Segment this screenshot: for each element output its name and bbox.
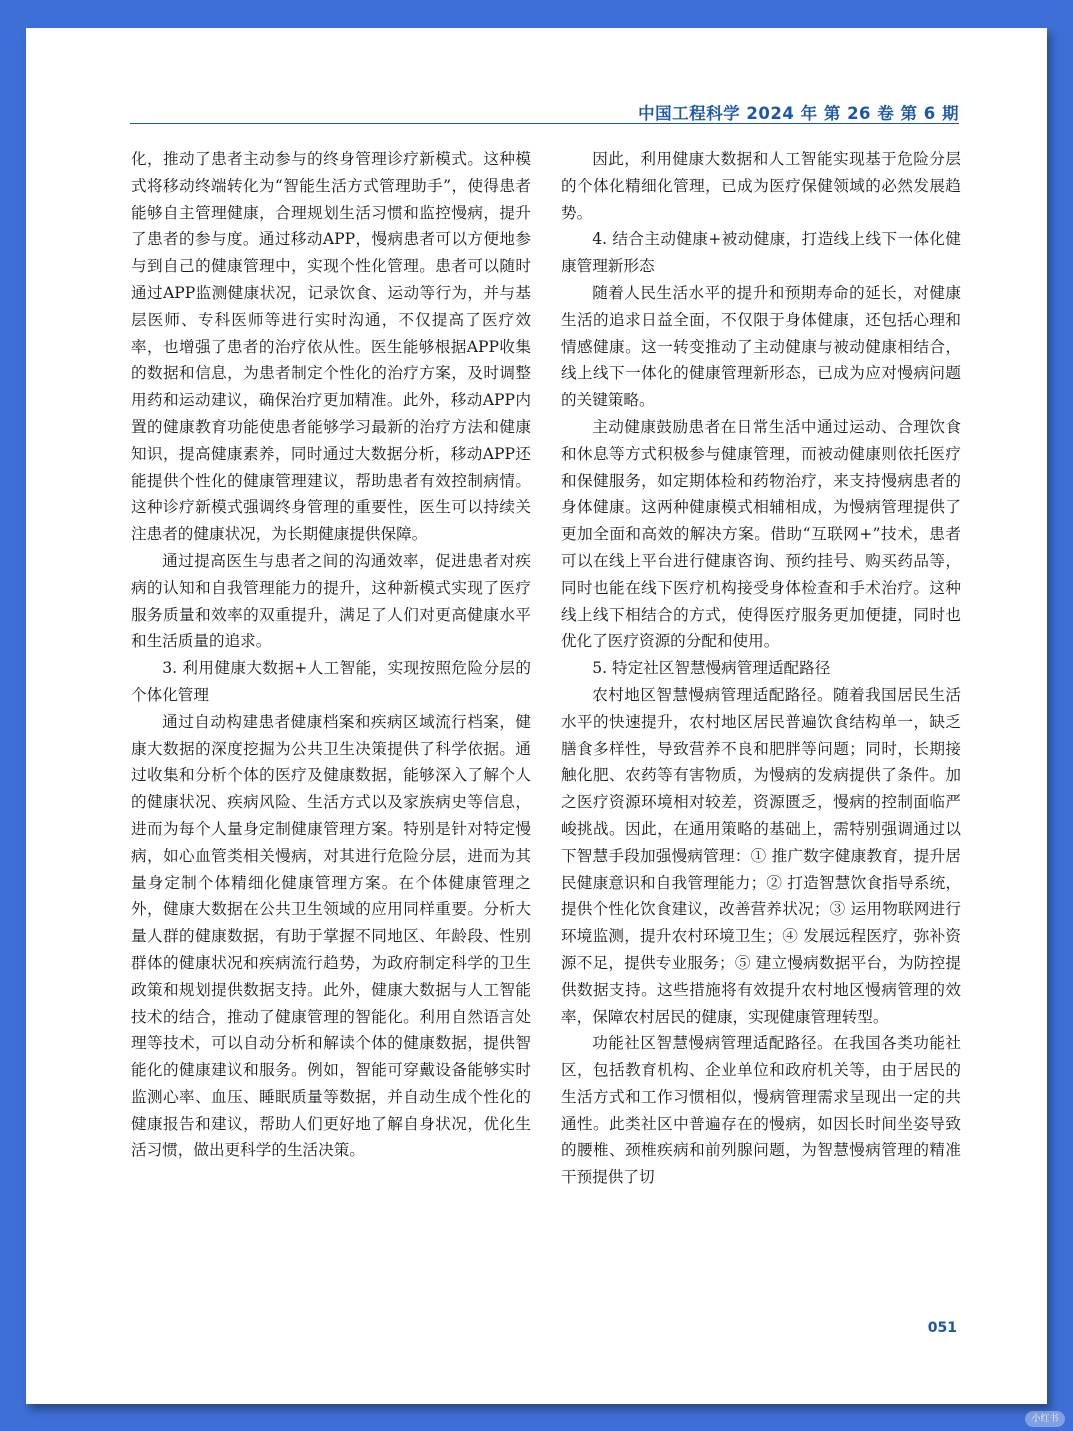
- paragraph: 因此，利用健康大数据和人工智能实现基于危险分层的个体化精细化管理，已成为医疗保健领域的必然发展趋势。: [561, 150, 961, 222]
- paragraph: 随着人民生活水平的提升和预期寿命的延长，对健康生活的追求日益全面，不仅限于身体健康，还包括心理和情感健康。这一转变推动了主动健康与被动健康相结合，线上线下一体化的健康管理新形态，已成为应对慢病问题的关键策略。: [561, 283, 961, 410]
- header-rule: [130, 123, 959, 124]
- section-heading: 4. 结合主动健康+被动健康，打造线上线下一体化健康管理新形态: [561, 230, 961, 276]
- running-head: 中国工程科学 2024 年 第 26 卷 第 6 期: [638, 104, 959, 123]
- watermark-logo: 小红书: [1025, 1411, 1065, 1427]
- paragraph: 通过提高医生与患者之间的沟通效率，促进患者对疾病的认知和自我管理能力的提升，这种新模式实现了医疗服务质量和效率的双重提升，满足了人们对更高健康水平和生活质量的追求。: [131, 551, 531, 651]
- right-column: [561, 146, 961, 1191]
- left-column: [131, 146, 531, 1164]
- section-heading: 3. 利用健康大数据+人工智能，实现按照危险分层的个体化管理: [131, 659, 531, 704]
- section-heading: 5. 特定社区智慧慢病管理适配路径: [592, 659, 831, 678]
- paragraph: 功能社区智慧慢病管理适配路径。在我国各类功能社区，包括教育机构、企业单位和政府机关等，由于居民的生活方式和工作习惯相似，慢病管理需求呈现出一定的共通性。此类社区中普遍存在的慢病，如因长时间坐姿导致的腰椎、颈椎疾病和前列腺问题，为智慧慢病管理的精准干预提供了切: [561, 1034, 961, 1187]
- paragraph: 农村地区智慧慢病管理适配路径。随着我国居民生活水平的快速提升，农村地区居民普遍饮食结构单一，缺乏膳食多样性，导致营养不良和肥胖等问题；同时，长期接触化肥、农药等有害物质，为慢病的发病提供了条件。加之医疗资源环境相对较差，资源匮乏，慢病的控制面临严峻挑战。因此，在通用策略的基础上，需特别强调通过以下智慧手段加强慢病管理：① 推广数字健康教育，提升居民健康意识和自我管理能力；② 打造智慧饮食指导系统，提供个性化饮食建议，改善营养状况；③ 运用物联网进行环境监测，提升农村环境卫生；④ 发展远程医疗，弥补资源不足，提供专业服务；⑤ 建立慢病数据平台，为防控提供数据支持。这些措施将有效提升农村地区慢病管理的效率，保障农村居民的健康，实现健康管理转型。: [561, 685, 961, 1026]
- journal-page: [26, 28, 1047, 1404]
- paragraph: 化，推动了患者主动参与的终身管理诊疗新模式。这种模式将移动终端转化为“智能生活方式管理助手”，使得患者能够自主管理健康，合理规划生活习惯和监控慢病，提升了患者的参与度。通过移动APP，慢病患者可以方便地参与到自己的健康管理中，实现个性化管理。患者可以随时通过APP监测健康状况，记录饮食、运动等行为，并与基层医师、专科医师等进行实时沟通，不仅提高了医疗效率，也增强了患者的治疗依从性。医生能够根据APP收集的数据和信息，为患者制定个性化的治疗方案，及时调整用药和运动建议，确保治疗更加精准。此外，移动APP内置的健康教育功能使患者能够学习最新的治疗方法和健康知识，提高健康素养，同时通过大数据分析，移动APP还能提供个性化的健康管理建议，帮助患者有效控制病情。这种诊疗新模式强调终身管理的重要性，医生可以持续关注患者的健康状况，为长期健康提供保障。: [131, 150, 531, 544]
- paragraph: 通过自动构建患者健康档案和疾病区域流行档案，健康大数据的深度挖掘为公共卫生决策提供了科学依据。通过收集和分析个体的医疗及健康数据，能够深入了解个人的健康状况、疾病风险、生活方式以及家族病史等信息，进而为每个人量身定制健康管理方案。特别是针对特定慢病，如心血管类相关慢病，对其进行危险分层，进而为其量身定制个体精细化健康管理方案。在个体健康管理之外，健康大数据在公共卫生领域的应用同样重要。分析大量人群的健康数据，有助于掌握不同地区、年龄段、性别群体的健康状况和疾病流行趋势，为政府制定科学的卫生政策和规划提供数据支持。此外，健康大数据与人工智能技术的结合，推动了健康管理的智能化。利用自然语言处理等技术，可以自动分析和解读个体的健康数据，提供智能化的健康建议和服务。例如，智能可穿戴设备能够实时监测心率、血压、睡眠质量等数据，并自动生成个性化的健康报告和建议，帮助人们更好地了解自身状况，优化生活习惯，做出更科学的生活决策。: [131, 712, 531, 1160]
- paragraph: 主动健康鼓励患者在日常生活中通过运动、合理饮食和休息等方式积极参与健康管理，而被动健康则依托医疗和保健服务，如定期体检和药物治疗，来支持慢病患者的身体健康。这两种健康模式相辅相成，为慢病管理提供了更加全面和高效的解决方案。借助“互联网+”技术，患者可以在线上平台进行健康咨询、预约挂号、购买药品等，同时也能在线下医疗机构接受身体检查和手术治疗。这种线上线下相结合的方式，使得医疗服务更加便捷，同时也优化了医疗资源的分配和使用。: [561, 417, 961, 651]
- page-number: 051: [927, 1320, 957, 1336]
